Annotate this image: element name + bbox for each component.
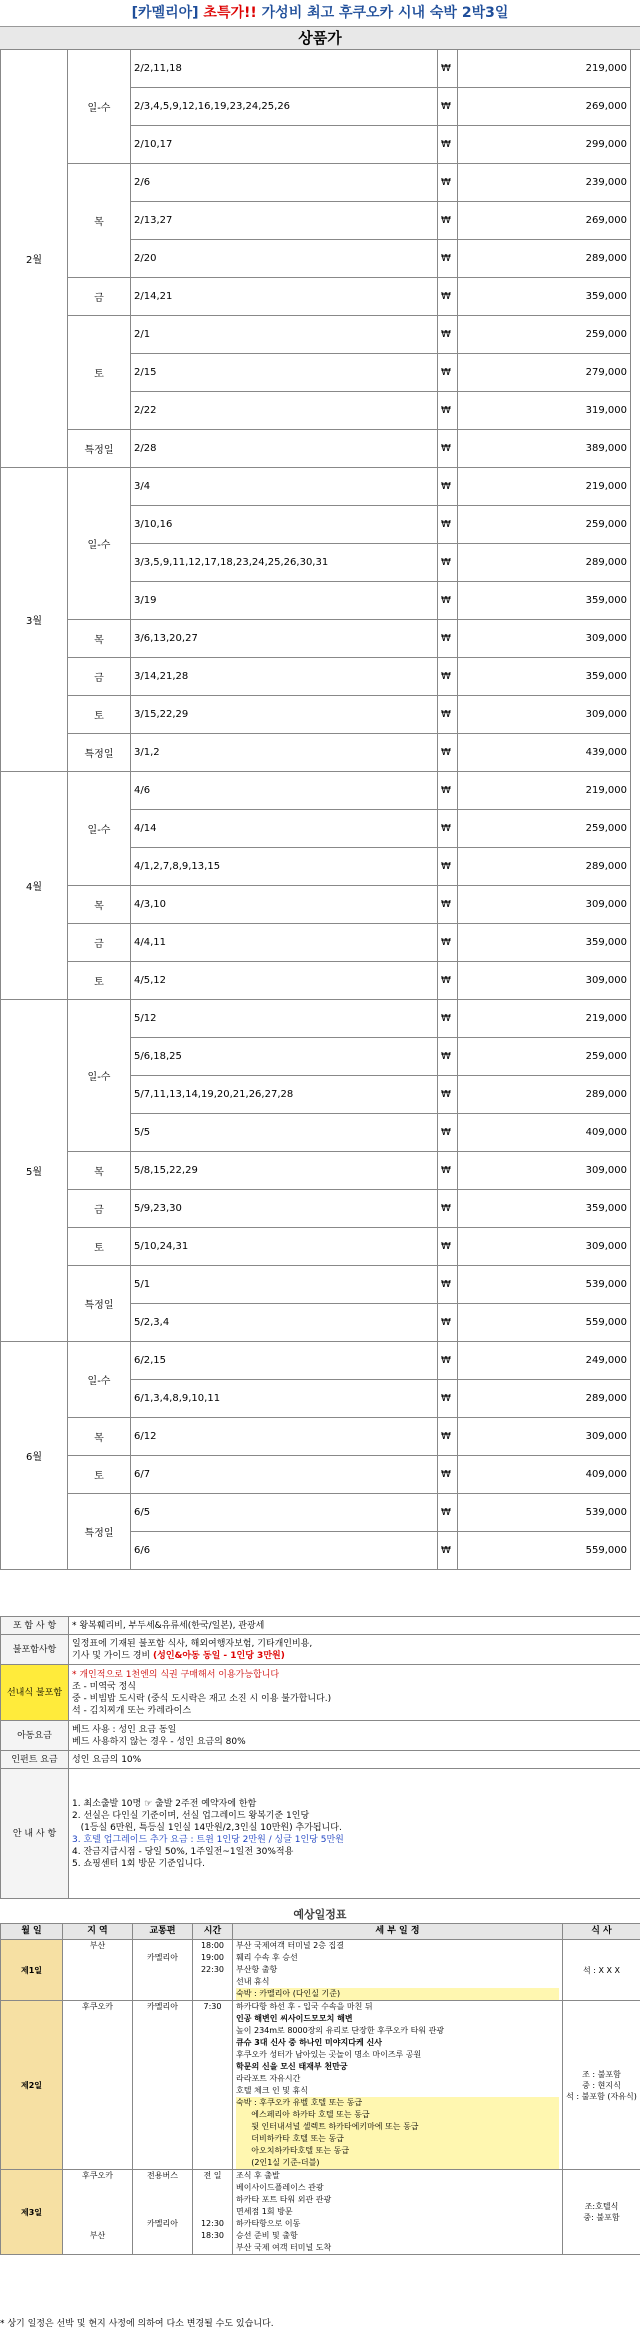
price-cell: 359,000 bbox=[458, 278, 631, 316]
transport-line: 카멜리아 bbox=[147, 1953, 178, 1962]
currency-cell: ₩ bbox=[438, 1266, 458, 1304]
section-title: 상품가 bbox=[0, 26, 640, 50]
notice-line: 5. 쇼핑센터 1회 방문 기준입니다. bbox=[72, 1858, 205, 1869]
included-text: * 왕복훼리비, 부두세&유류세(한국/일본), 관광세 bbox=[69, 1617, 640, 1635]
month-cell: 6월 bbox=[1, 1342, 68, 1570]
price-cell: 289,000 bbox=[458, 1076, 631, 1114]
currency-cell: ₩ bbox=[438, 1532, 458, 1570]
region-line: 후쿠오카 bbox=[82, 2171, 113, 2180]
schedule-header-cell: 교통편 bbox=[133, 1924, 193, 1940]
date-cell: 3/19 bbox=[131, 582, 438, 620]
included-label: 포 함 사 항 bbox=[1, 1617, 69, 1635]
date-cell: 2/22 bbox=[131, 392, 438, 430]
schedule-transport-cell bbox=[133, 2170, 193, 2255]
excluded-row bbox=[1, 1635, 640, 1665]
currency-cell: ₩ bbox=[438, 734, 458, 772]
currency-cell: ₩ bbox=[438, 126, 458, 164]
title-bracket: [카멜리아] bbox=[131, 5, 199, 21]
infant-row bbox=[1, 1751, 640, 1769]
date-cell: 2/15 bbox=[131, 354, 438, 392]
price-cell: 219,000 bbox=[458, 468, 631, 506]
region-line bbox=[66, 2218, 129, 2230]
day-type-cell: 목 bbox=[68, 1152, 131, 1190]
schedule-item: 부산 국제여객 터미널 2층 집결 bbox=[236, 1941, 344, 1950]
schedule-day-row bbox=[1, 2170, 640, 2255]
price-cell: 289,000 bbox=[458, 1380, 631, 1418]
currency-cell: ₩ bbox=[438, 886, 458, 924]
date-cell: 6/6 bbox=[131, 1532, 438, 1570]
price-cell: 539,000 bbox=[458, 1494, 631, 1532]
price-row bbox=[1, 1000, 631, 1038]
date-cell: 5/8,15,22,29 bbox=[131, 1152, 438, 1190]
price-row bbox=[1, 1342, 631, 1380]
schedule-day-label: 제1일 bbox=[1, 1940, 63, 2001]
region-line: 후쿠오카 bbox=[82, 2002, 113, 2011]
meal-line: 조 - 미역국 정식 bbox=[72, 1681, 136, 1692]
price-cell: 559,000 bbox=[458, 1304, 631, 1342]
date-cell: 3/3,5,9,11,12,17,18,23,24,25,26,30,31 bbox=[131, 544, 438, 582]
schedule-item: 부산 국제 여객 터미널 도착 bbox=[236, 2243, 332, 2252]
date-cell: 6/12 bbox=[131, 1418, 438, 1456]
schedule-item: 하카다항 하선 후 - 입국 수속을 마친 뒤 bbox=[236, 2002, 373, 2011]
schedule-items-cell bbox=[233, 2001, 563, 2170]
infant-text: 성인 요금의 10% bbox=[69, 1751, 640, 1769]
excluded-label: 불포함사항 bbox=[1, 1635, 69, 1665]
currency-cell: ₩ bbox=[438, 1190, 458, 1228]
schedule-item: 인공 해변인 씨사이드모모치 해변 bbox=[236, 2014, 353, 2023]
price-cell: 289,000 bbox=[458, 240, 631, 278]
currency-cell: ₩ bbox=[438, 1000, 458, 1038]
date-cell: 2/2,11,18 bbox=[131, 50, 438, 88]
date-cell: 2/1 bbox=[131, 316, 438, 354]
meal-cell bbox=[69, 1665, 640, 1721]
schedule-item: 승선 준비 및 출항 bbox=[236, 2231, 298, 2240]
notice-label: 안 내 사 항 bbox=[1, 1769, 69, 1899]
transport-line: 카멜리아 bbox=[147, 2002, 178, 2011]
meal-label: 선내식 불포함 bbox=[1, 1665, 69, 1721]
price-cell: 239,000 bbox=[458, 164, 631, 202]
price-cell: 539,000 bbox=[458, 1266, 631, 1304]
day-type-cell: 특정일 bbox=[68, 1494, 131, 1570]
currency-cell: ₩ bbox=[438, 88, 458, 126]
price-cell: 249,000 bbox=[458, 1342, 631, 1380]
price-row bbox=[1, 164, 631, 202]
price-cell: 359,000 bbox=[458, 1190, 631, 1228]
notice-cell bbox=[69, 1769, 640, 1899]
notice-line: (1등실 6만원, 특등실 1인실 14만원/2,3인실 10만원) 추가됩니다. bbox=[72, 1822, 342, 1833]
schedule-table bbox=[0, 1923, 640, 2255]
day-type-cell: 토 bbox=[68, 696, 131, 734]
currency-cell: ₩ bbox=[438, 1038, 458, 1076]
schedule-item: 베이사이드플레이스 관광 bbox=[236, 2183, 324, 2192]
schedule-header-cell: 지 역 bbox=[63, 1924, 133, 1940]
price-row bbox=[1, 468, 631, 506]
day-type-cell: 토 bbox=[68, 962, 131, 1000]
excluded-cell bbox=[69, 1635, 640, 1665]
currency-cell: ₩ bbox=[438, 962, 458, 1000]
date-cell: 4/4,11 bbox=[131, 924, 438, 962]
currency-cell: ₩ bbox=[438, 1114, 458, 1152]
meal-line: * 개인적으로 1천엔의 식권 구매해서 이용가능합니다 bbox=[72, 1669, 280, 1680]
info-table bbox=[0, 1616, 640, 1899]
child-line: 베드 사용 : 성인 요금 동일 bbox=[72, 1724, 177, 1735]
price-cell: 439,000 bbox=[458, 734, 631, 772]
region-line: 부산 bbox=[89, 2231, 106, 2240]
month-cell: 4월 bbox=[1, 772, 68, 1000]
currency-cell: ₩ bbox=[438, 392, 458, 430]
price-row bbox=[1, 620, 631, 658]
price-row bbox=[1, 316, 631, 354]
currency-cell: ₩ bbox=[438, 620, 458, 658]
price-cell: 219,000 bbox=[458, 772, 631, 810]
day-type-cell: 일-수 bbox=[68, 1000, 131, 1152]
day-type-cell: 특정일 bbox=[68, 734, 131, 772]
day-type-cell: 금 bbox=[68, 924, 131, 962]
date-cell: 3/1,2 bbox=[131, 734, 438, 772]
currency-cell: ₩ bbox=[438, 696, 458, 734]
transport-line: 전용버스 bbox=[147, 2171, 178, 2180]
date-cell: 2/3,4,5,9,12,16,19,23,24,25,26 bbox=[131, 88, 438, 126]
price-cell: 359,000 bbox=[458, 658, 631, 696]
schedule-meals-cell: 석 : X X X bbox=[563, 1940, 640, 2001]
date-cell: 5/10,24,31 bbox=[131, 1228, 438, 1266]
day-type-cell: 목 bbox=[68, 620, 131, 658]
price-cell: 319,000 bbox=[458, 392, 631, 430]
price-cell: 269,000 bbox=[458, 88, 631, 126]
price-cell: 409,000 bbox=[458, 1114, 631, 1152]
date-cell: 6/7 bbox=[131, 1456, 438, 1494]
currency-cell: ₩ bbox=[438, 848, 458, 886]
schedule-region-cell bbox=[63, 2001, 133, 2170]
day-type-cell: 일-수 bbox=[68, 1342, 131, 1418]
time-line: 19:00 bbox=[200, 1953, 225, 1962]
time-line: 7:30 bbox=[203, 2002, 222, 2011]
schedule-item: (2인1실 기준-더블) bbox=[236, 2157, 559, 2169]
schedule-item: 더비하카타 호텔 또는 동급 bbox=[236, 2133, 559, 2145]
schedule-item: 하카타 포트 타워 외관 관광 bbox=[236, 2195, 332, 2204]
price-cell: 289,000 bbox=[458, 544, 631, 582]
currency-cell: ₩ bbox=[438, 1342, 458, 1380]
currency-cell: ₩ bbox=[438, 924, 458, 962]
day-type-cell: 토 bbox=[68, 316, 131, 430]
date-cell: 5/12 bbox=[131, 1000, 438, 1038]
date-cell: 6/2,15 bbox=[131, 1342, 438, 1380]
price-row bbox=[1, 1418, 631, 1456]
excluded-text2: 기사 및 가이드 경비 bbox=[72, 1650, 151, 1661]
meal-line: 중 - 비빔밥 도시락 (중식 도시락은 재고 소진 시 이용 불가합니다.) bbox=[72, 1693, 332, 1704]
price-row bbox=[1, 924, 631, 962]
date-cell: 5/5 bbox=[131, 1114, 438, 1152]
excluded-text: 일정표에 기재된 불포함 식사, 해외여행자보험, 기타개인비용, bbox=[72, 1638, 313, 1649]
price-cell: 309,000 bbox=[458, 696, 631, 734]
footer-note: * 상기 일정은 선박 및 현지 사정에 의하여 다소 변경될 수도 있습니다. bbox=[0, 2319, 274, 2329]
currency-cell: ₩ bbox=[438, 240, 458, 278]
schedule-item: 하카타항으로 이동 bbox=[236, 2219, 301, 2228]
month-cell: 3월 bbox=[1, 468, 68, 772]
date-cell: 4/3,10 bbox=[131, 886, 438, 924]
price-cell: 259,000 bbox=[458, 1038, 631, 1076]
date-cell: 2/14,21 bbox=[131, 278, 438, 316]
currency-cell: ₩ bbox=[438, 202, 458, 240]
child-line: 베드 사용하지 않는 경우 - 성인 요금의 80% bbox=[72, 1736, 246, 1747]
time-line: 22:30 bbox=[200, 1965, 225, 1974]
schedule-title: 예상일정표 bbox=[293, 1908, 347, 1921]
price-cell: 219,000 bbox=[458, 50, 631, 88]
schedule-header-cell: 월 일 bbox=[1, 1924, 63, 1940]
price-cell: 269,000 bbox=[458, 202, 631, 240]
notice-line: 3. 호텔 업그레이드 추가 요금 : 트윈 1인당 2만원 / 싱글 1인당 5만원 bbox=[72, 1834, 344, 1845]
date-cell: 3/10,16 bbox=[131, 506, 438, 544]
date-cell: 6/1,3,4,8,9,10,11 bbox=[131, 1380, 438, 1418]
currency-cell: ₩ bbox=[438, 164, 458, 202]
date-cell: 3/14,21,28 bbox=[131, 658, 438, 696]
transport-line bbox=[136, 1940, 189, 1952]
infant-label: 인펀트 요금 bbox=[1, 1751, 69, 1769]
currency-cell: ₩ bbox=[438, 1152, 458, 1190]
schedule-time-cell bbox=[193, 2001, 233, 2170]
title-rest: 가성비 최고 후쿠오카 시내 숙박 2박3일 bbox=[261, 5, 509, 21]
price-row bbox=[1, 886, 631, 924]
price-cell: 559,000 bbox=[458, 1532, 631, 1570]
date-cell: 5/6,18,25 bbox=[131, 1038, 438, 1076]
excluded-red: (성인&아동 동일 - 1인당 3만원) bbox=[153, 1650, 285, 1661]
currency-cell: ₩ bbox=[438, 1304, 458, 1342]
date-cell: 3/15,22,29 bbox=[131, 696, 438, 734]
time-line bbox=[196, 2182, 229, 2194]
time-line: 18:30 bbox=[200, 2231, 225, 2240]
schedule-item: 숙박 : 카멜리아 (다인실 기준) bbox=[236, 1988, 559, 2000]
currency-cell: ₩ bbox=[438, 316, 458, 354]
price-cell: 309,000 bbox=[458, 1152, 631, 1190]
schedule-meals-cell: 조:호텔식 중: 불포함 bbox=[563, 2170, 640, 2255]
day-type-cell: 특정일 bbox=[68, 1266, 131, 1342]
currency-cell: ₩ bbox=[438, 658, 458, 696]
date-cell: 5/2,3,4 bbox=[131, 1304, 438, 1342]
currency-cell: ₩ bbox=[438, 544, 458, 582]
currency-cell: ₩ bbox=[438, 1380, 458, 1418]
price-cell: 219,000 bbox=[458, 1000, 631, 1038]
price-cell: 359,000 bbox=[458, 924, 631, 962]
price-row bbox=[1, 278, 631, 316]
price-row bbox=[1, 1228, 631, 1266]
currency-cell: ₩ bbox=[438, 430, 458, 468]
price-row bbox=[1, 962, 631, 1000]
day-type-cell: 목 bbox=[68, 1418, 131, 1456]
schedule-region-cell bbox=[63, 1940, 133, 2001]
schedule-item: 부산항 출항 bbox=[236, 1965, 278, 1974]
time-line: 18:00 bbox=[200, 1941, 225, 1950]
time-line: 12:30 bbox=[200, 2219, 225, 2228]
price-row bbox=[1, 772, 631, 810]
price-row bbox=[1, 1190, 631, 1228]
price-cell: 309,000 bbox=[458, 1228, 631, 1266]
date-cell: 4/14 bbox=[131, 810, 438, 848]
day-type-cell: 토 bbox=[68, 1228, 131, 1266]
child-row bbox=[1, 1721, 640, 1751]
price-cell: 409,000 bbox=[458, 1456, 631, 1494]
price-cell: 299,000 bbox=[458, 126, 631, 164]
schedule-item: 에스페리아 하카타 호텔 또는 동급 bbox=[236, 2109, 559, 2121]
price-cell: 309,000 bbox=[458, 962, 631, 1000]
date-cell: 2/6 bbox=[131, 164, 438, 202]
meal-row bbox=[1, 1665, 640, 1721]
schedule-item: 높이 234m로 8000장의 유리로 단장한 후쿠오카 타워 관광 bbox=[236, 2026, 445, 2035]
price-row bbox=[1, 696, 631, 734]
day-type-cell: 금 bbox=[68, 1190, 131, 1228]
price-row bbox=[1, 658, 631, 696]
day-type-cell: 일-수 bbox=[68, 50, 131, 164]
month-cell: 2월 bbox=[1, 50, 68, 468]
schedule-day-label: 제2일 bbox=[1, 2001, 63, 2170]
currency-cell: ₩ bbox=[438, 1456, 458, 1494]
region-line: 부산 bbox=[89, 1941, 106, 1950]
notice-line: 2. 선실은 다인실 기준이며, 선실 업그레이드 왕복기준 1인당 bbox=[72, 1810, 310, 1821]
price-cell: 259,000 bbox=[458, 810, 631, 848]
currency-cell: ₩ bbox=[438, 772, 458, 810]
date-cell: 3/6,13,20,27 bbox=[131, 620, 438, 658]
currency-cell: ₩ bbox=[438, 50, 458, 88]
schedule-item: 아오치하카타호텔 또는 동급 bbox=[236, 2145, 559, 2157]
child-label: 아동요금 bbox=[1, 1721, 69, 1751]
day-type-cell: 금 bbox=[68, 658, 131, 696]
date-cell: 2/13,27 bbox=[131, 202, 438, 240]
schedule-time-cell bbox=[193, 1940, 233, 2001]
currency-cell: ₩ bbox=[438, 1494, 458, 1532]
notice-line: 4. 잔금지급시점 - 당일 50%, 1주일전~1일전 30%적용 bbox=[72, 1846, 294, 1857]
price-table bbox=[0, 49, 631, 1570]
date-cell: 5/9,23,30 bbox=[131, 1190, 438, 1228]
schedule-header-cell: 식 사 bbox=[563, 1924, 640, 1940]
transport-line bbox=[136, 2182, 189, 2194]
excluded-line2 bbox=[72, 1650, 637, 1662]
date-cell: 4/6 bbox=[131, 772, 438, 810]
time-line: 전 일 bbox=[203, 2171, 222, 2180]
schedule-day-label: 제3일 bbox=[1, 2170, 63, 2255]
region-line bbox=[66, 2182, 129, 2194]
currency-cell: ₩ bbox=[438, 1228, 458, 1266]
schedule-time-cell bbox=[193, 2170, 233, 2255]
currency-cell: ₩ bbox=[438, 506, 458, 544]
day-type-cell: 일-수 bbox=[68, 772, 131, 886]
schedule-item: 큐슈 3대 신사 중 하나인 미야지다케 신사 bbox=[236, 2038, 382, 2047]
title-hot: 초특가!! bbox=[203, 5, 257, 21]
schedule-item: 라라포트 자유시간 bbox=[236, 2074, 301, 2083]
schedule-item: 선내 휴식 bbox=[236, 1977, 270, 1986]
price-cell: 359,000 bbox=[458, 582, 631, 620]
currency-cell: ₩ bbox=[438, 810, 458, 848]
schedule-items-cell bbox=[233, 2170, 563, 2255]
currency-cell: ₩ bbox=[438, 582, 458, 620]
time-line bbox=[196, 2206, 229, 2218]
date-cell: 2/28 bbox=[131, 430, 438, 468]
region-line bbox=[66, 2194, 129, 2206]
date-cell: 5/7,11,13,14,19,20,21,26,27,28 bbox=[131, 1076, 438, 1114]
schedule-items-cell bbox=[233, 1940, 563, 2001]
notice-line: 1. 최소출발 10명 ☞ 출발 2주전 예약자에 한함 bbox=[72, 1798, 257, 1809]
price-row bbox=[1, 1152, 631, 1190]
price-cell: 279,000 bbox=[458, 354, 631, 392]
date-cell: 4/5,12 bbox=[131, 962, 438, 1000]
month-cell: 5월 bbox=[1, 1000, 68, 1342]
currency-cell: ₩ bbox=[438, 278, 458, 316]
price-cell: 389,000 bbox=[458, 430, 631, 468]
day-type-cell: 목 bbox=[68, 886, 131, 924]
schedule-item: 호텔 체크 인 및 휴식 bbox=[236, 2086, 308, 2095]
price-cell: 309,000 bbox=[458, 1418, 631, 1456]
page-title bbox=[0, 0, 640, 26]
day-type-cell: 금 bbox=[68, 278, 131, 316]
transport-line bbox=[136, 2194, 189, 2206]
time-line bbox=[196, 2194, 229, 2206]
schedule-day-row bbox=[1, 1940, 640, 2001]
transport-line: 카멜리아 bbox=[147, 2219, 178, 2228]
price-cell: 259,000 bbox=[458, 316, 631, 354]
transport-line bbox=[136, 2206, 189, 2218]
price-row bbox=[1, 1266, 631, 1304]
date-cell: 3/4 bbox=[131, 468, 438, 506]
schedule-meals-cell: 조 : 불포함 중 : 현지식 석 : 불포함 (자유식) bbox=[563, 2001, 640, 2170]
price-cell: 309,000 bbox=[458, 620, 631, 658]
date-cell: 5/1 bbox=[131, 1266, 438, 1304]
price-cell: 309,000 bbox=[458, 886, 631, 924]
price-cell: 259,000 bbox=[458, 506, 631, 544]
region-line bbox=[66, 2206, 129, 2218]
currency-cell: ₩ bbox=[438, 1418, 458, 1456]
schedule-day-row bbox=[1, 2001, 640, 2170]
schedule-transport-cell bbox=[133, 2001, 193, 2170]
price-cell: 289,000 bbox=[458, 848, 631, 886]
schedule-item: 후쿠오카 성터가 남아있는 곳놀이 명소 마이즈루 공원 bbox=[236, 2050, 422, 2059]
included-row bbox=[1, 1617, 640, 1635]
meal-line: 석 - 김치찌개 또는 카레라이스 bbox=[72, 1705, 192, 1716]
schedule-item: 숙박 : 후쿠오카 유벨 호텔 또는 동급 bbox=[236, 2097, 559, 2109]
day-type-cell: 토 bbox=[68, 1456, 131, 1494]
schedule-header-row bbox=[1, 1924, 640, 1940]
currency-cell: ₩ bbox=[438, 354, 458, 392]
day-type-cell: 일-수 bbox=[68, 468, 131, 620]
schedule-header-cell: 시간 bbox=[193, 1924, 233, 1940]
price-row bbox=[1, 430, 631, 468]
price-row bbox=[1, 734, 631, 772]
currency-cell: ₩ bbox=[438, 468, 458, 506]
schedule-transport-cell bbox=[133, 1940, 193, 2001]
schedule-header-cell: 세 부 일 정 bbox=[233, 1924, 563, 1940]
schedule-region-cell bbox=[63, 2170, 133, 2255]
currency-cell: ₩ bbox=[438, 1076, 458, 1114]
schedule-item: 훼리 수속 후 승선 bbox=[236, 1953, 298, 1962]
schedule-item: 면세점 1회 방문 bbox=[236, 2207, 293, 2216]
notice-row bbox=[1, 1769, 640, 1899]
date-cell: 2/10,17 bbox=[131, 126, 438, 164]
child-cell bbox=[69, 1721, 640, 1751]
price-row bbox=[1, 50, 631, 88]
schedule-item: 학문의 신을 모신 태재부 천만궁 bbox=[236, 2062, 348, 2071]
date-cell: 4/1,2,7,8,9,13,15 bbox=[131, 848, 438, 886]
schedule-item: 조식 후 출발 bbox=[236, 2171, 280, 2180]
schedule-item: 뒷 인터내셔널 셀렉트 하카타에키마에 또는 동급 bbox=[236, 2121, 559, 2133]
date-cell: 6/5 bbox=[131, 1494, 438, 1532]
day-type-cell: 목 bbox=[68, 164, 131, 278]
price-row bbox=[1, 1456, 631, 1494]
date-cell: 2/20 bbox=[131, 240, 438, 278]
price-row bbox=[1, 1494, 631, 1532]
day-type-cell: 특정일 bbox=[68, 430, 131, 468]
